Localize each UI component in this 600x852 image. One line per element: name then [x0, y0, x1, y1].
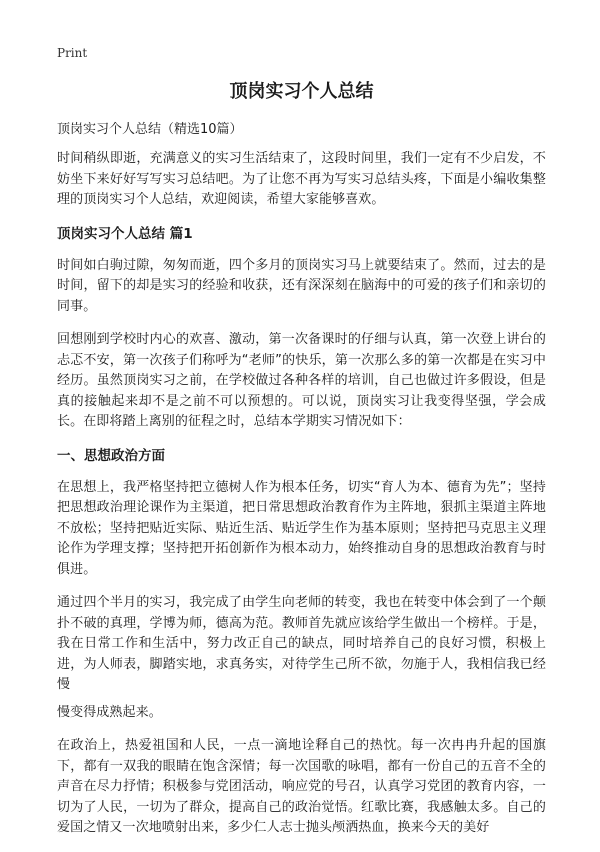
body-paragraph-3: 在思想上，我严格坚持把立德树人作为根本任务，切实“育人为本、德育为先”；坚持把思想政治理论课作为主渠道，把日常思想政治教育作为主阵地，狠抓主渠道主阵地不放松；坚持把贴近实际、贴近生活、贴近学生作为基本原则；坚持把马克思主义理论作为学理支撑；坚持把开拓创新作为根本动力，始终推动自身的思想政治教育与时俱进。 [57, 479, 546, 577]
body-paragraph-5: 慢变得成熟起来。 [57, 704, 162, 720]
body-paragraph-6: 在政治上，热爱祖国和人民，一点一滴地诠释自己的热忱。每一次冉冉升起的国旗下，都有一双我的眼睛在饱含深情；每一次国歌的咏唱，都有一份自己的五音不全的声音在尽力抒情；积极参与党团活动，响应党的号召，认真学习党团的教育内容，一切为了人民，一切为了群众，提高自己的政治觉悟。红歌比赛，我感触太多。自己的爱国之情又一次地喷射出来，多少仁人志士抛头颅洒热血，换来今天的美好 [57, 738, 546, 835]
body-paragraph-2: 回想刚到学校时内心的欢喜、激动，第一次备课时的仔细与认真，第一次登上讲台的忐忑不安，第一次孩子们称呼为“老师”的快乐，第一次那么多的第一次都是在实习中经历。虽然顶岗实习之前，在学校做过各种各样的培训，自己也做过许多假设，但是真的接触起来却不是之前不可以预想的。可以说，顶岗实习让我变得坚强，学会成长。在即将踏上离别的征程之时，总结本学期实习情况如下： [57, 332, 546, 429]
page-title: 顶岗实习个人总结 [229, 81, 374, 102]
document-body [57, 149, 546, 852]
section-heading: 顶岗实习个人总结 篇1 [57, 225, 193, 242]
body-paragraph-1: 时间如白驹过隙，匆匆而逝，四个多月的顶岗实习马上就要结束了。然而，过去的是时间，留下的却是实习的经验和收获，还有深深刻在脑海中的可爱的孩子们和亲切的同事。 [57, 257, 546, 314]
document-subtitle: 顶岗实习个人总结（精选10篇） [57, 122, 243, 137]
print-link[interactable]: Print [57, 46, 88, 60]
body-paragraph-4: 通过四个半月的实习，我完成了由学生向老师的转变，我也在转变中体会到了一个颠扑不破的真理，学博为师，德高为范。教师首先就应该给学生做出一个榜样。于是，我在日常工作和生活中，努力改正自己的缺点，同时培养自己的良好习惯，积极上进，为人师表，脚踏实地，求真务实，对待学生己所不欲，勿施于人，我相信我已经慢 [57, 595, 546, 692]
subsection-heading: 一、思想政治方面 [57, 447, 165, 464]
intro-paragraph: 时间稍纵即逝，充满意义的实习生活结束了，这段时间里，我们一定有不少启发，不妨坐下来好好写写实习总结吧。为了让您不再为写实习总结头疼，下面是小编收集整理的顶岗实习个人总结，欢迎阅读，希望大家能够喜欢。 [57, 151, 546, 207]
